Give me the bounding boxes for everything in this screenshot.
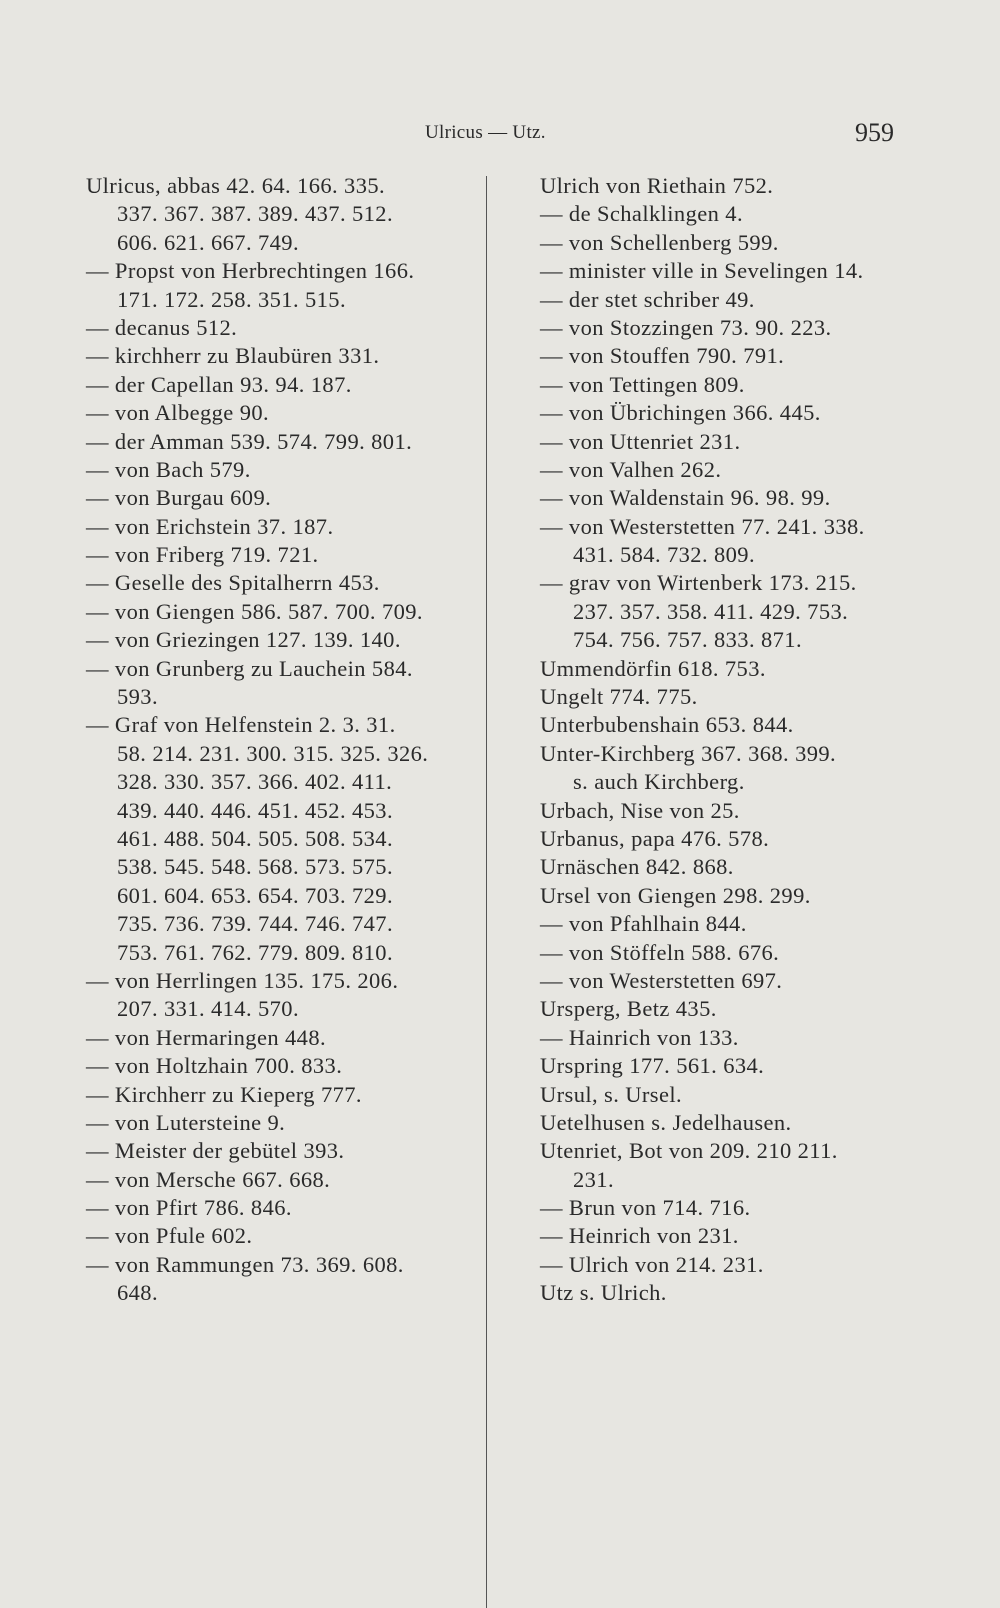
index-subentry: — von Westerstetten 697. [540,967,783,993]
index-subentry: — von Valhen 262. [540,456,722,482]
index-continuation: 337. 367. 387. 389. 437. 512. [117,201,393,227]
index-continuation: 58. 214. 231. 300. 315. 325. 326. [117,740,429,766]
index-subentry: — von Mersche 667. 668. [86,1166,331,1192]
index-subentry: — von Grunberg zu Lauchein 584. [86,655,413,681]
index-subentry: — von Hermaringen 448. [86,1024,326,1050]
index-continuation: s. auch Kirchberg. [573,769,745,795]
running-head: Ulricus — Utz. [425,122,546,143]
index-subentry: — Ulrich von 214. 231. [540,1251,764,1277]
index-subentry: — Meister der gebütel 393. [86,1138,345,1164]
index-headword: Ulricus, abbas 42. 64. 166. 335. [86,173,386,198]
index-continuation: 753. 761. 762. 779. 809. 810. [117,939,393,965]
index-headword: Urspring 177. 561. 634. [540,1053,765,1079]
index-subentry: — von Burgau 609. [86,485,272,511]
index-subentry: — von Albegge 90. [86,400,270,426]
index-subentry: — von Rammungen 73. 369. 608. [86,1251,404,1277]
index-continuation: 606. 621. 667. 749. [117,229,299,255]
index-subentry: — Hainrich von 133. [540,1024,739,1050]
index-subentry: — Graf von Helfenstein 2. 3. 31. [86,712,396,738]
index-continuation: 171. 172. 258. 351. 515. [117,286,346,312]
index-column-left [86,172,478,1308]
index-subentry: — von Stöffeln 588. 676. [540,939,780,965]
index-headword: Ummendörfin 618. 753. [540,655,766,681]
index-headword: Utz s. Ulrich. [540,1280,667,1306]
index-continuation: 237. 357. 358. 411. 429. 753. [573,598,849,624]
index-continuation: 538. 545. 548. 568. 573. 575. [117,854,393,880]
index-subentry: — der Capellan 93. 94. 187. [86,371,352,397]
index-subentry: — von Bach 579. [86,456,251,482]
index-headword: Ursul, s. Ursel. [540,1081,683,1107]
index-continuation: 461. 488. 504. 505. 508. 534. [117,825,393,851]
index-continuation: 328. 330. 357. 366. 402. 411. [117,769,393,795]
index-subentry: — Heinrich von 231. [540,1223,739,1249]
index-subentry: — von Holtzhain 700. 833. [86,1053,343,1079]
index-subentry: — von Giengen 586. 587. 700. 709. [86,598,423,624]
index-subentry: — decanus 512. [86,314,238,340]
index-subentry: — von Waldenstain 96. 98. 99. [540,485,831,511]
index-subentry: — minister ville in Sevelingen 14. [540,258,864,284]
index-continuation: 735. 736. 739. 744. 746. 747. [117,911,393,937]
column-divider [486,176,487,1608]
index-subentry: — der stet schriber 49. [540,286,755,312]
index-continuation: 439. 440. 446. 451. 452. 453. [117,797,393,823]
index-subentry: — von Westerstetten 77. 241. 338. [540,513,865,539]
index-subentry: — von Lutersteine 9. [86,1109,286,1135]
index-subentry: — von Übrichingen 366. 445. [540,400,821,426]
index-headword: Ursperg, Betz 435. [540,996,717,1022]
index-headword: Urnäschen 842. 868. [540,854,734,880]
page-header [0,118,1000,148]
index-subentry: — Geselle des Spitalherrn 453. [86,570,380,596]
index-headword: Urbach, Nise von 25. [540,797,740,823]
index-headword: Urbanus, papa 476. 578. [540,825,770,851]
index-continuation: 231. [573,1166,614,1192]
index-headword: Uetelhusen s. Jedelhausen. [540,1109,792,1135]
index-subentry: — von Pfahlhain 844. [540,911,747,937]
index-subentry: — von Erichstein 37. 187. [86,513,334,539]
index-subentry: — von Herrlingen 135. 175. 206. [86,967,399,993]
index-subentry: — der Amman 539. 574. 799. 801. [86,428,413,454]
index-continuation: 601. 604. 653. 654. 703. 729. [117,882,393,908]
index-subentry: — von Stozzingen 73. 90. 223. [540,314,832,340]
index-subentry: — kirchherr zu Blaubüren 331. [86,343,380,369]
index-headword: Ursel von Giengen 298. 299. [540,882,811,908]
page-number: 959 [855,118,894,147]
index-subentry: — Kirchherr zu Kieperg 777. [86,1081,362,1107]
index-continuation: 431. 584. 732. 809. [573,542,755,568]
index-headword: Utenriet, Bot von 209. 210 211. [540,1138,838,1164]
index-subentry: — von Pfirt 786. 846. [86,1195,292,1221]
index-headword: Ulrich von Riethain 752. [540,173,774,198]
index-headword: Unter-Kirchberg 367. 368. 399. [540,740,837,766]
index-subentry: — de Schalklingen 4. [540,201,743,227]
index-subentry: — von Pfule 602. [86,1223,253,1249]
index-subentry: — von Griezingen 127. 139. 140. [86,627,401,653]
index-continuation: 648. [117,1280,158,1306]
index-subentry: — von Uttenriet 231. [540,428,741,454]
index-headword: Unterbubenshain 653. 844. [540,712,794,738]
index-continuation: 593. [117,684,158,710]
index-subentry: — Propst von Herbrechtingen 166. [86,258,415,284]
index-subentry: — grav von Wirtenberk 173. 215. [540,570,857,596]
index-subentry: — von Tettingen 809. [540,371,745,397]
index-subentry: — Brun von 714. 716. [540,1195,751,1221]
index-subentry: — von Friberg 719. 721. [86,542,319,568]
index-continuation: 207. 331. 414. 570. [117,996,299,1022]
index-continuation: 754. 756. 757. 833. 871. [573,627,802,653]
index-headword: Ungelt 774. 775. [540,684,698,710]
index-column-right [540,172,940,1308]
index-subentry: — von Schellenberg 599. [540,229,779,255]
index-subentry: — von Stouffen 790. 791. [540,343,785,369]
